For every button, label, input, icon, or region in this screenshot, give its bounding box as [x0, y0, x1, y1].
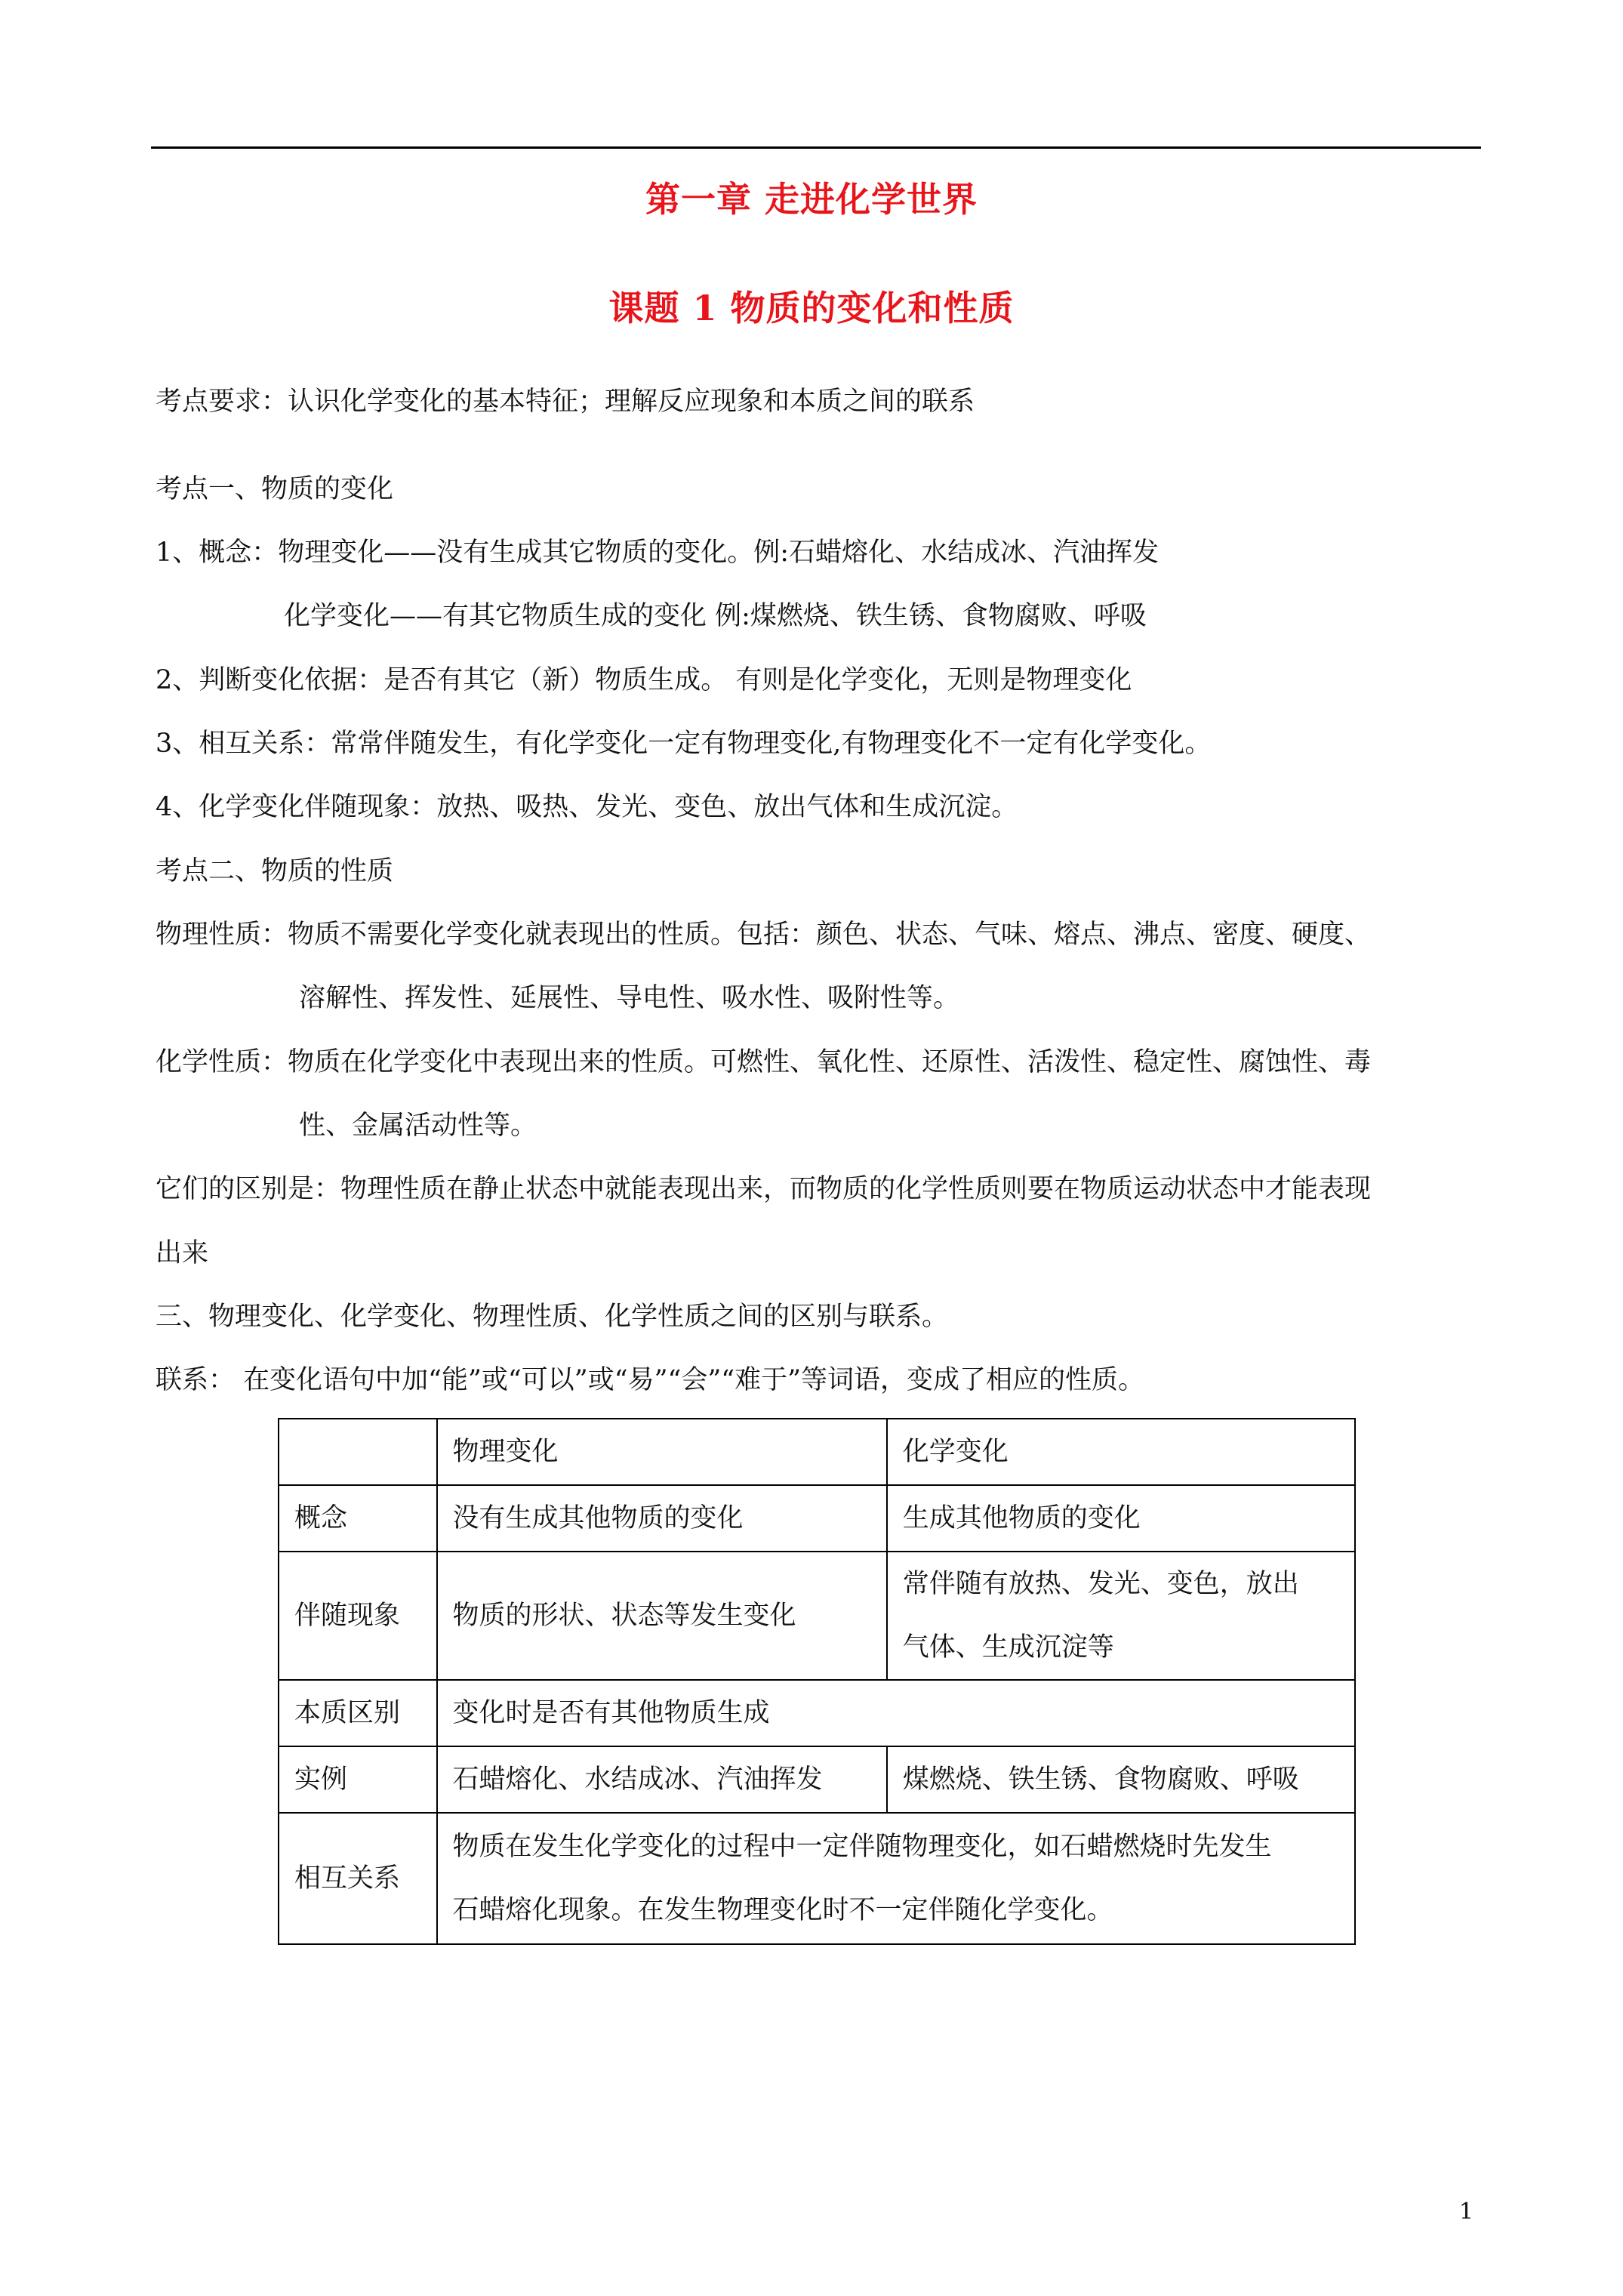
- header-rule: [151, 146, 1481, 149]
- table-cell: 变化时是否有其他物质生成: [437, 1680, 1355, 1746]
- cell-line: 常伴随有放热、发光、变色，放出: [902, 1569, 1299, 1599]
- table-row-examples: [279, 1746, 1355, 1813]
- difference-line-2: 出来: [156, 1238, 209, 1268]
- table-header-chemical: 化学变化: [887, 1419, 1355, 1485]
- physical-property-line-1: 物理性质：物质不需要化学变化就表现出的性质。包括：颜色、状态、气味、熔点、沸点、密度、硬度、: [156, 920, 1372, 950]
- table-row-concept: [279, 1485, 1355, 1552]
- concept-line-1: 1、概念：物理变化——没有生成其它物质的变化。例:石蜡熔化、水结成冰、汽油挥发: [156, 538, 1160, 568]
- table-row-relation: [279, 1813, 1355, 1944]
- table-cell: 没有生成其他物质的变化: [437, 1485, 887, 1552]
- comparison-table: [278, 1418, 1356, 1945]
- table-cell: [437, 1813, 1355, 1944]
- phenomena-line: 4、化学变化伴随现象：放热、吸热、发光、变色、放出气体和生成沉淀。: [156, 792, 1018, 822]
- chemical-property-line-1: 化学性质：物质在化学变化中表现出来的性质。可燃性、氧化性、还原性、活泼性、稳定性、腐蚀性、毒: [156, 1047, 1372, 1077]
- table-cell: 生成其他物质的变化: [887, 1485, 1355, 1552]
- table-cell: [887, 1552, 1355, 1680]
- basis-line: 2、判断变化依据：是否有其它（新）物质生成。 有则是化学变化，无则是物理变化: [156, 665, 1132, 695]
- row-label: 实例: [279, 1746, 437, 1813]
- difference-line-1: 它们的区别是：物理性质在静止状态中就能表现出来，而物质的化学性质则要在物质运动状态中才能表现: [156, 1174, 1372, 1204]
- table-cell: 煤燃烧、铁生锈、食物腐败、呼吸: [887, 1746, 1355, 1813]
- table-row-essence: [279, 1680, 1355, 1746]
- page-number: 1: [1458, 2199, 1474, 2225]
- table-cell: 石蜡熔化、水结成冰、汽油挥发: [437, 1746, 887, 1813]
- physical-property-line-2: 溶解性、挥发性、延展性、导电性、吸水性、吸附性等。: [299, 983, 960, 1013]
- row-label: 本质区别: [279, 1680, 437, 1746]
- lesson-title: 课题 1 物质的变化和性质: [608, 288, 1015, 328]
- row-label: 相互关系: [279, 1813, 437, 1944]
- link-line: 联系： 在变化语句中加“能”或“可以”或“易”“会”“难于”等词语，变成了相应的性质。: [156, 1365, 1145, 1395]
- table-cell: 物质的形状、状态等发生变化: [437, 1552, 887, 1680]
- cell-line: 石蜡熔化现象。在发生物理变化时不一定伴随化学变化。: [452, 1895, 1113, 1925]
- chapter-title: 第一章 走进化学世界: [645, 179, 978, 220]
- point1-heading: 考点一、物质的变化: [156, 474, 394, 504]
- row-label: 伴随现象: [279, 1552, 437, 1680]
- cell-line: 气体、生成沉淀等: [902, 1632, 1114, 1663]
- table-header-row: [279, 1419, 1355, 1485]
- concept-line-2: 化学变化——有其它物质生成的变化 例:煤燃烧、铁生锈、食物腐败、呼吸: [284, 601, 1147, 631]
- table-header-empty: [279, 1419, 437, 1485]
- point2-heading: 考点二、物质的性质: [156, 856, 394, 886]
- relation-line: 3、相互关系：常常伴随发生，有化学变化一定有物理变化,有物理变化不一定有化学变化。: [156, 729, 1212, 759]
- requirement-text: 考点要求：认识化学变化的基本特征；理解反应现象和本质之间的联系: [156, 387, 975, 417]
- row-label: 概念: [279, 1485, 437, 1552]
- chemical-property-line-2: 性、金属活动性等。: [299, 1111, 537, 1141]
- cell-line: 物质在发生化学变化的过程中一定伴随物理变化，如石蜡燃烧时先发生: [452, 1832, 1272, 1862]
- point3-heading: 三、物理变化、化学变化、物理性质、化学性质之间的区别与联系。: [156, 1302, 949, 1332]
- table-row-phenomena: [279, 1552, 1355, 1680]
- table-header-physical: 物理变化: [437, 1419, 887, 1485]
